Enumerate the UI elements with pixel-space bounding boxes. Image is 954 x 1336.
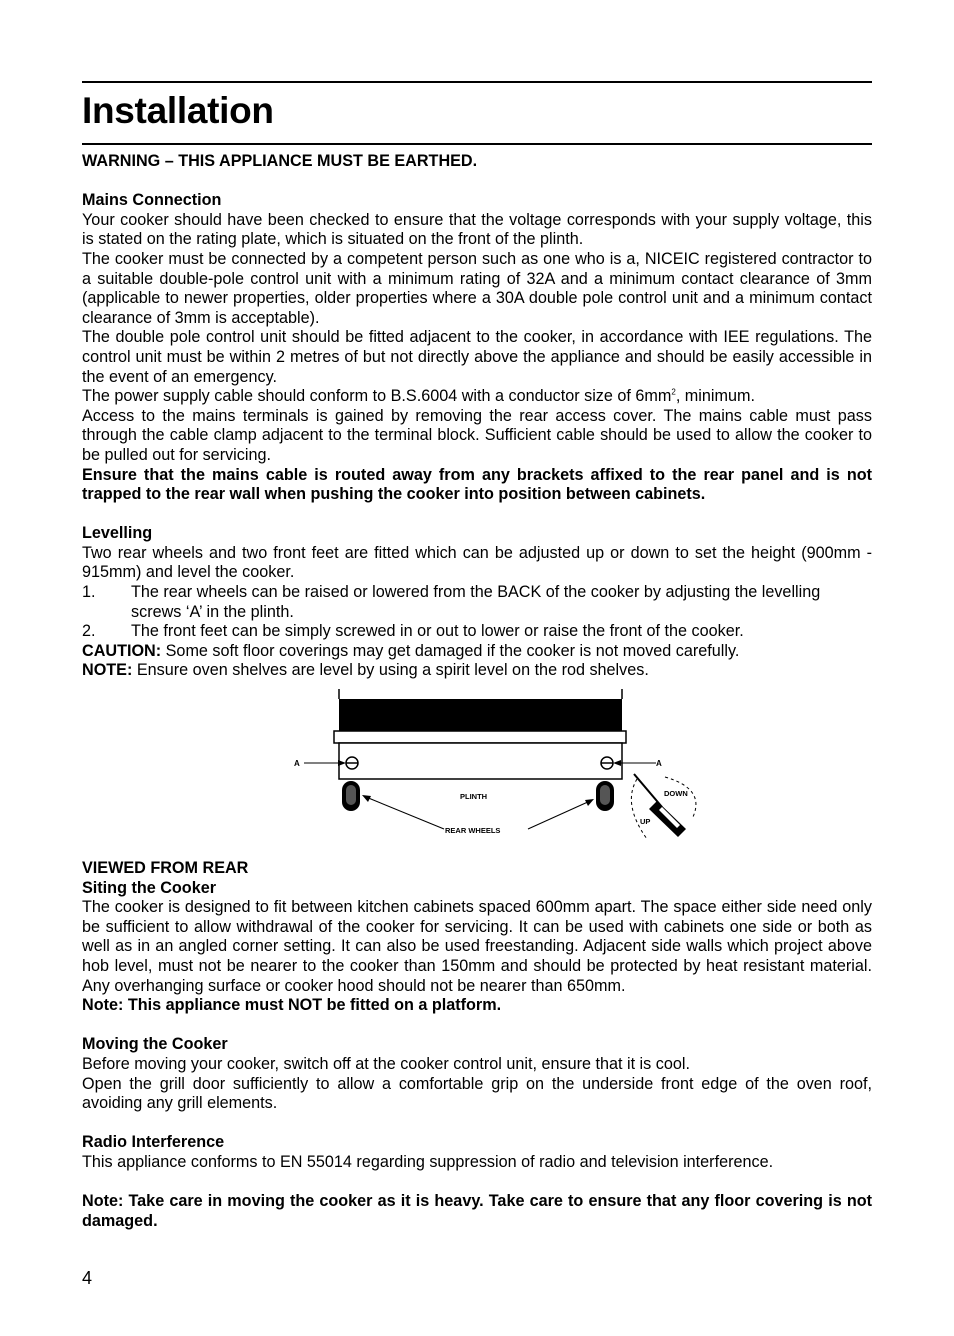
siting-heading: Siting the Cooker	[82, 878, 217, 897]
levelling-intro: Two rear wheels and two front feet are fitted which can be adjusted up or down to set the height (900mm - 915mm) and level the cooker.	[82, 543, 872, 582]
mains-p4-suffix: , minimum.	[675, 387, 755, 406]
cooker-rear-illustration	[82, 689, 872, 859]
levelling-screw-right	[601, 757, 613, 769]
page-content	[82, 152, 872, 1231]
plinth-top-plate	[334, 731, 626, 743]
mains-p4	[82, 387, 872, 407]
radio-p1: This appliance conforms to EN 55014 regarding suppression of radio and television interference.	[82, 1152, 774, 1171]
mains-p2: The cooker must be connected by a competent person such as one who is a, NICEIC registered contractor to a suitable double-pole control unit with a minimum rating of 32A and a minimum contact clearance of 3mm (applicable to newer properties, older properties where a 30A double pole control unit and a minimum contact clearance of 3mm is acceptable).	[82, 249, 872, 327]
title-underline	[82, 143, 872, 145]
list-item-text: The front feet can be simply screwed in or out to lower or raise the front of the cooker.	[131, 622, 744, 641]
label-rear-wheels: REAR WHEELS	[445, 826, 501, 836]
mains-p4-superscript: 2	[671, 387, 676, 397]
note-text: Ensure oven shelves are level by using a spirit level on the rod shelves.	[132, 661, 649, 680]
levelling-heading: Levelling	[82, 524, 153, 543]
moving-heading: Moving the Cooker	[82, 1035, 228, 1054]
warning-text: WARNING – THIS APPLIANCE MUST BE EARTHED.	[82, 152, 478, 170]
siting-p1: The cooker is designed to fit between kitchen cabinets spaced 600mm apart. The space either side need only be sufficient to allow withdrawal of the cooker for servicing. It can be used with cabinets one side or both as well as in an angled corner setting. It can also be used freestanding. Adjacent side walls which project above hob level, must not be nearer to the cooker than 150mm and should be protected by heat resistant material. Any overhanging surface or cooker hood should not be nearer than 650mm.	[82, 898, 872, 995]
label-a-right: A	[656, 759, 662, 769]
list-item-text: The rear wheels can be raised or lowered from the BACK of the cooker by adjusting the levelling screws ‘A’ in the plinth.	[131, 583, 821, 621]
note-line	[82, 661, 872, 681]
list-item-number: 1.	[82, 583, 96, 602]
list-item-number: 2.	[82, 622, 96, 641]
list-item	[82, 622, 872, 642]
mains-p6: Ensure that the mains cable is routed away from any brackets affixed to the rear panel and is not trapped to the rear wall when pushing the cooker into position between cabinets.	[82, 465, 872, 504]
mains-p4-text: The power supply cable should conform to B.S.6004 with a conductor size of 6mm	[82, 387, 672, 406]
cooker-body-block	[339, 699, 622, 731]
diagram-caption: VIEWED FROM REAR	[82, 859, 249, 878]
siting-note: Note: This appliance must NOT be fitted on a platform.	[82, 996, 502, 1015]
radio-heading: Radio Interference	[82, 1133, 225, 1152]
plinth-box	[339, 743, 622, 779]
page-number: 4	[82, 1268, 93, 1288]
mains-p3: The double pole control unit should be fitted adjacent to the cooker, in accordance with IEE regulations. The control unit must be within 2 metres of but not directly above the appliance and should be easily accessible in the event of an emergency.	[82, 328, 872, 386]
screwdriver-icon	[631, 774, 696, 839]
mains-heading: Mains Connection	[82, 191, 222, 210]
page-title: Installation	[82, 90, 274, 131]
list-item	[82, 583, 872, 622]
mains-p1: Your cooker should have been checked to ensure that the voltage corresponds with your supply voltage, this is stated on the rating plate, which is situated on the front of the plinth.	[82, 210, 872, 249]
final-note: Note: Take care in moving the cooker as it is heavy. Take care to ensure that any floor covering is not damaged.	[82, 1192, 872, 1230]
label-down: DOWN	[664, 789, 688, 799]
moving-p2: Open the grill door sufficiently to allow a comfortable grip on the underside front edge of the oven roof, avoiding any grill elements.	[82, 1074, 872, 1113]
label-plinth: PLINTH	[460, 792, 488, 802]
top-rule	[82, 81, 872, 83]
note-label: NOTE:	[82, 661, 133, 680]
rear-wheel-right	[596, 781, 614, 811]
label-up: UP	[640, 817, 651, 827]
moving-p1: Before moving your cooker, switch off at the cooker control unit, ensure that it is cool.	[82, 1054, 690, 1073]
label-a-left: A	[294, 759, 300, 769]
caution-label: CAUTION:	[82, 641, 162, 660]
caution-text: Some soft floor coverings may get damaged if the cooker is not moved carefully.	[161, 641, 740, 660]
caution-line	[82, 642, 872, 662]
levelling-screw-left	[346, 757, 358, 769]
mains-p5: Access to the mains terminals is gained by removing the rear access cover. The mains cable must pass through the cable clamp adjacent to the terminal block. Sufficient cable should be used to allow the cooker to be pulled out for servicing.	[82, 406, 872, 464]
rear-view-diagram	[82, 689, 872, 859]
rear-wheel-left	[342, 781, 360, 811]
